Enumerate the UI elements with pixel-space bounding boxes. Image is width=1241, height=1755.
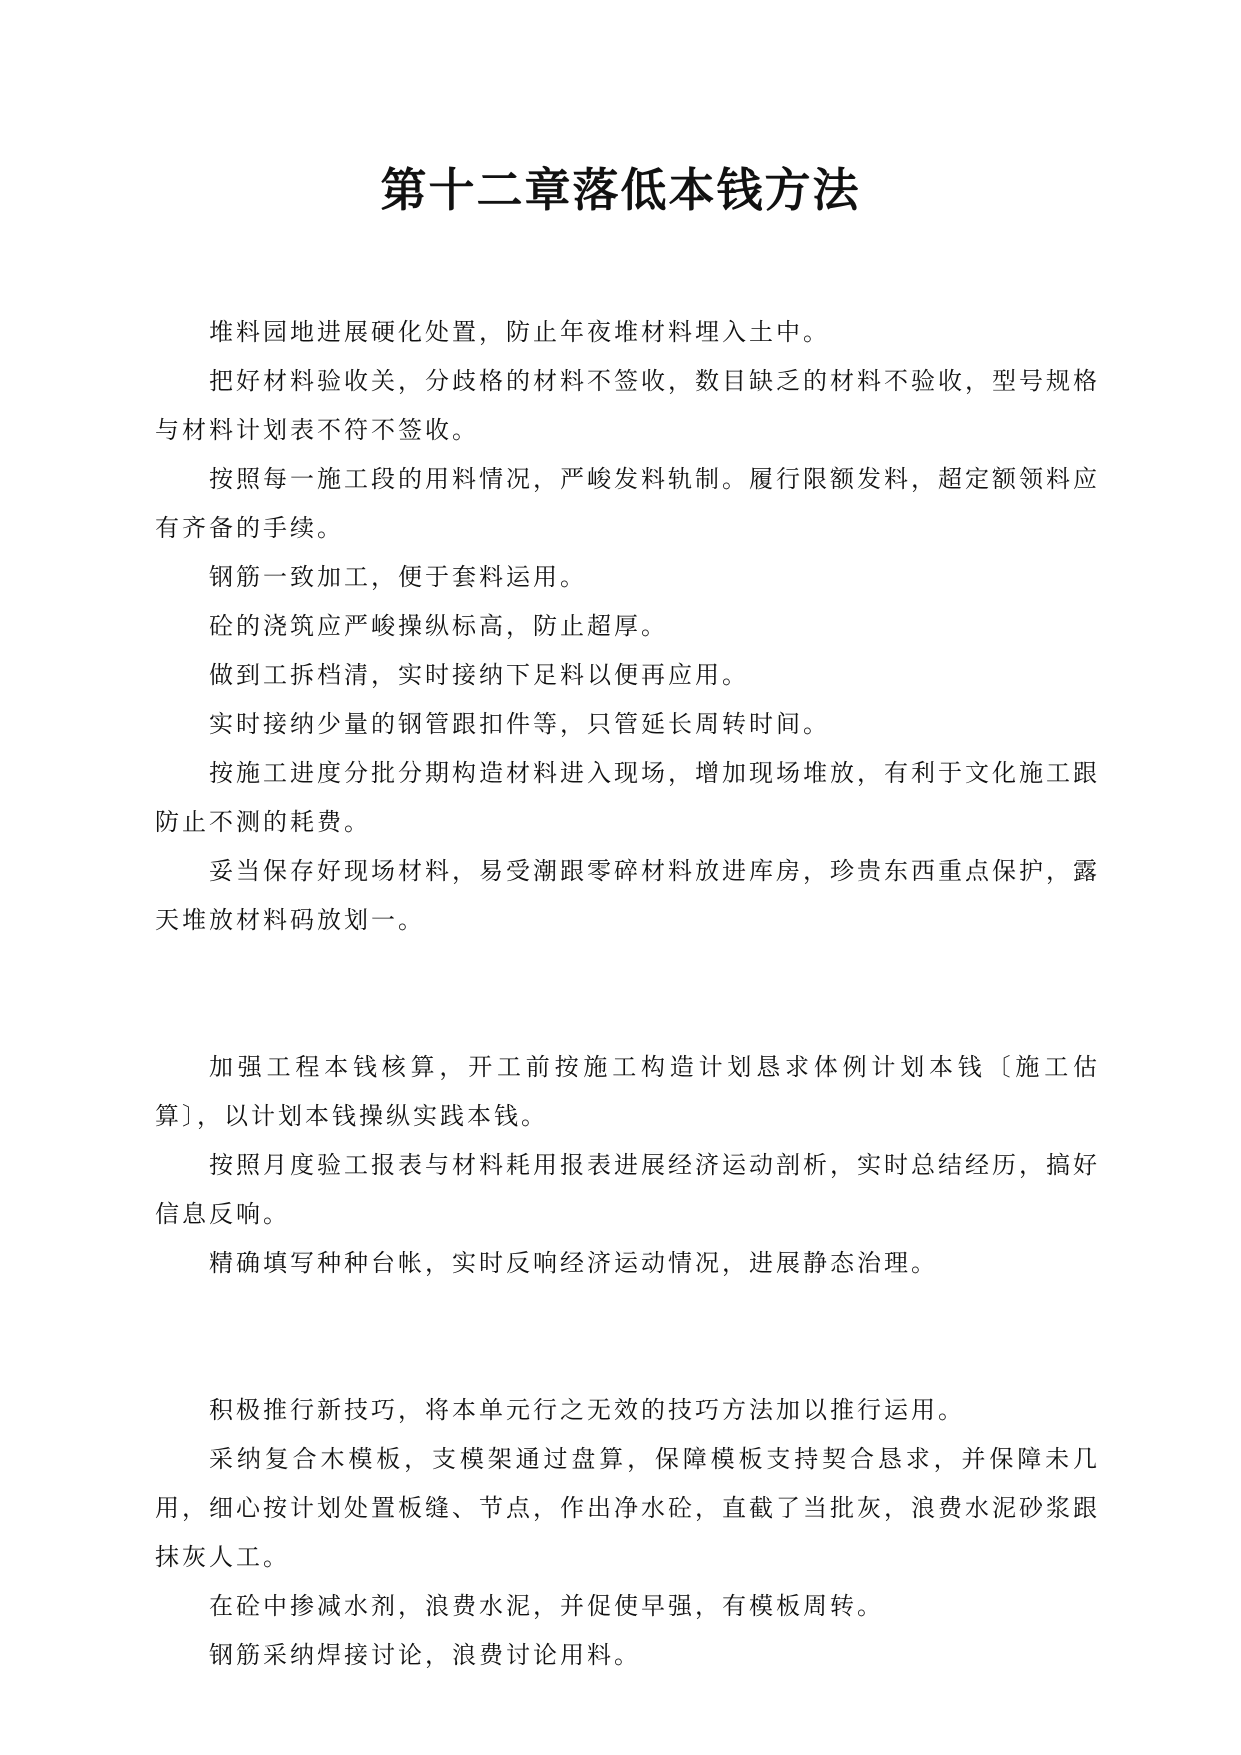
section-materials bbox=[155, 308, 1100, 945]
page-title: 第十二章落低本钱方法 bbox=[380, 163, 861, 217]
paragraph: 把好材料验收关，分歧格的材料不签收，数目缺乏的材料不验收，型号规格与材料计划表不符不签收。 bbox=[155, 367, 1100, 444]
paragraph: 堆料园地进展硬化处置，防止年夜堆材料埋入土中。 bbox=[209, 318, 830, 346]
document-body bbox=[155, 308, 1100, 1680]
paragraph: 钢筋采纳焊接讨论，浪费讨论用料。 bbox=[209, 1641, 641, 1669]
paragraph: 做到工拆档清，实时接纳下足料以便再应用。 bbox=[209, 661, 749, 689]
paragraph: 在砼中掺减水剂，浪费水泥，并促使早强，有模板周转。 bbox=[209, 1592, 884, 1620]
paragraph: 实时接纳少量的钢管跟扣件等，只管延长周转时间。 bbox=[209, 710, 830, 738]
section-spacer bbox=[155, 1288, 1100, 1386]
paragraph: 钢筋一致加工，便于套料运用。 bbox=[209, 563, 587, 591]
section-cost-accounting bbox=[155, 1043, 1100, 1288]
section-technology bbox=[155, 1386, 1100, 1680]
paragraph: 精确填写种种台帐，实时反响经济运动情况，进展静态治理。 bbox=[209, 1249, 938, 1277]
paragraph: 按照每一施工段的用料情况，严峻发料轨制。履行限额发料，超定额领料应有齐备的手续。 bbox=[155, 465, 1100, 542]
paragraph: 妥当保存好现场材料，易受潮跟零碎材料放进库房，珍贵东西重点保护，露天堆放材料码放划一。 bbox=[155, 857, 1100, 934]
paragraph: 加强工程本钱核算，开工前按施工构造计划恳求体例计划本钱〔施工估算〕，以计划本钱操纵实践本钱。 bbox=[155, 1053, 1100, 1130]
paragraph: 砼的浇筑应严峻操纵标高，防止超厚。 bbox=[209, 612, 668, 640]
paragraph: 采纳复合木模板，支模架通过盘算，保障模板支持契合恳求，并保障未几用，细心按计划处置板缝、节点，作出净水砼，直截了当批灰，浪费水泥砂浆跟抹灰人工。 bbox=[155, 1445, 1100, 1571]
paragraph: 按施工进度分批分期构造材料进入现场，增加现场堆放，有利于文化施工跟防止不测的耗费。 bbox=[155, 759, 1100, 836]
paragraph: 积极推行新技巧，将本单元行之无效的技巧方法加以推行运用。 bbox=[209, 1396, 965, 1424]
section-spacer bbox=[155, 945, 1100, 1043]
paragraph: 按照月度验工报表与材料耗用报表进展经济运动剖析，实时总结经历，搞好信息反响。 bbox=[155, 1151, 1100, 1228]
